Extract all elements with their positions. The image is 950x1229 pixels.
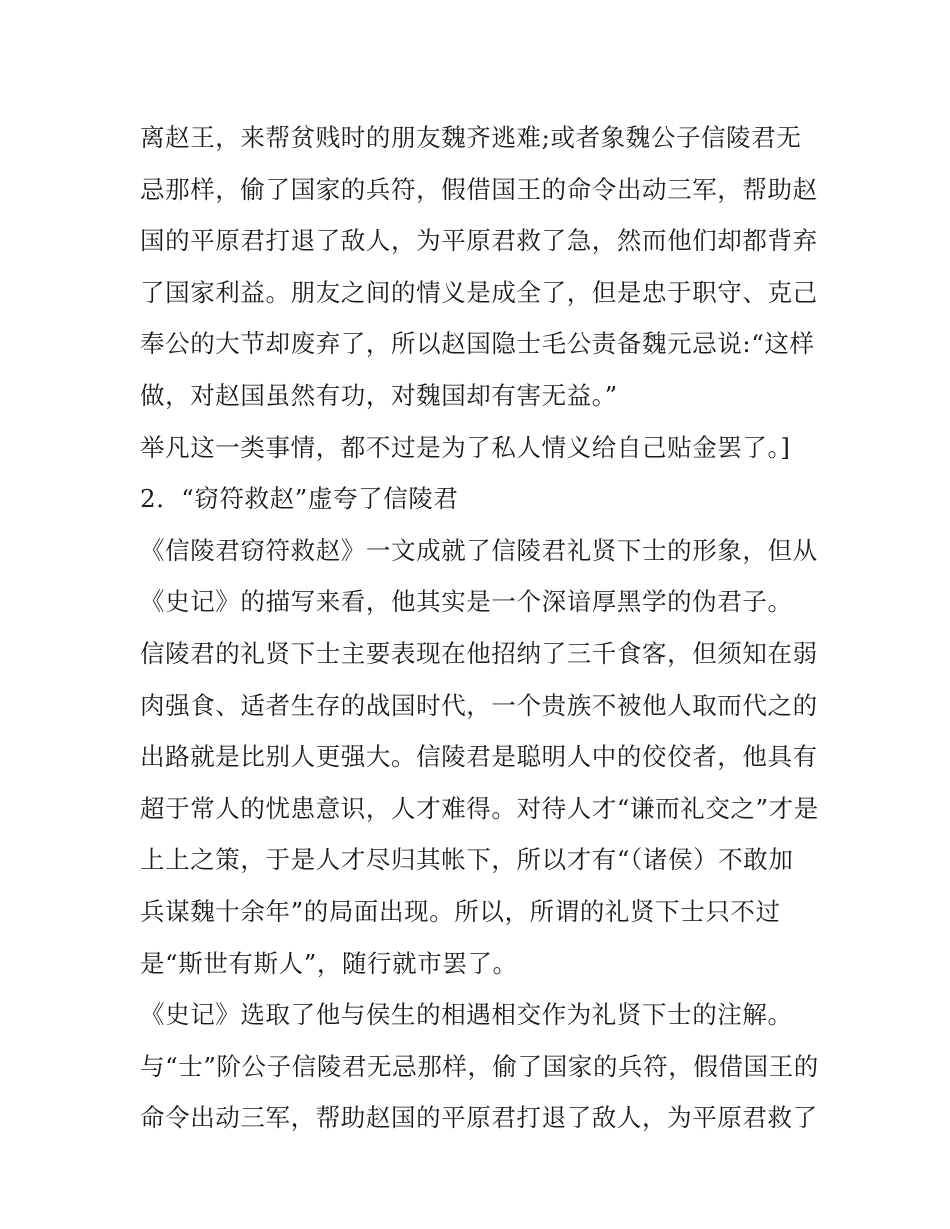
section-heading: 2．“窃符救赵”虚夸了信陵君 [140,484,459,514]
text-line: 《信陵君窃符救赵》一文成就了信陵君礼贤下士的形象，但从 [140,535,818,565]
body-text [140,112,820,1144]
text-line: 《史记》的描写来看，他其实是一个深谙厚黑学的伪君子。 [140,587,793,617]
text-line: 上上之策，于是人才尽归其帐下，所以才有“（诸侯）不敢加 [140,845,794,875]
text-line: 奉公的大节却废弃了，所以赵国隐士毛公责备魏元忌说:“这样 [140,329,815,359]
text-line: 《史记》选取了他与侯生的相遇相交作为礼贤下士的注解。 [140,1000,793,1030]
text-line: 信陵君的礼贤下士主要表现在他招纳了三千食客，但须知在弱 [140,638,818,668]
text-line: 举凡这一类事情，都不过是为了私人情义给自己贴金罢了。] [140,432,791,462]
text-line: 了国家利益。朋友之间的情义是成全了，但是忠于职守、克己 [140,277,818,307]
text-line: 离赵王，来帮贫贱时的朋友魏齐逃难;或者象魏公子信陵君无 [140,123,802,152]
text-line: 肉强食、适者生存的战国时代，一个贵族不被他人取而代之的 [140,690,818,720]
text-line: 做，对赵国虽然有功，对魏国却有害无益。” [140,380,618,410]
text-line: 是“斯世有斯人”，随行就市罢了。 [140,948,518,978]
text-line: 出路就是比别人更强大。信陵君是聪明人中的佼佼者，他具有 [140,742,818,772]
text-line: 忌那样，偷了国家的兵符，假借国王的命令出动三军，帮助赵 [140,174,818,204]
text-line: 超于常人的忧患意识，人才难得。对待人才“谦而礼交之”才是 [140,793,819,823]
text-line: 与“士”阶公子信陵君无忌那样，偷了国家的兵符，假借国王的 [140,1051,819,1081]
text-line: 命令出动三军，帮助赵国的平原君打退了敌人，为平原君救了 [140,1103,818,1133]
text-line: 国的平原君打退了敌人，为平原君救了急，然而他们却都背弃 [140,226,818,256]
text-line: 兵谋魏十余年”的局面出现。所以，所谓的礼贤下士只不过 [140,896,781,926]
